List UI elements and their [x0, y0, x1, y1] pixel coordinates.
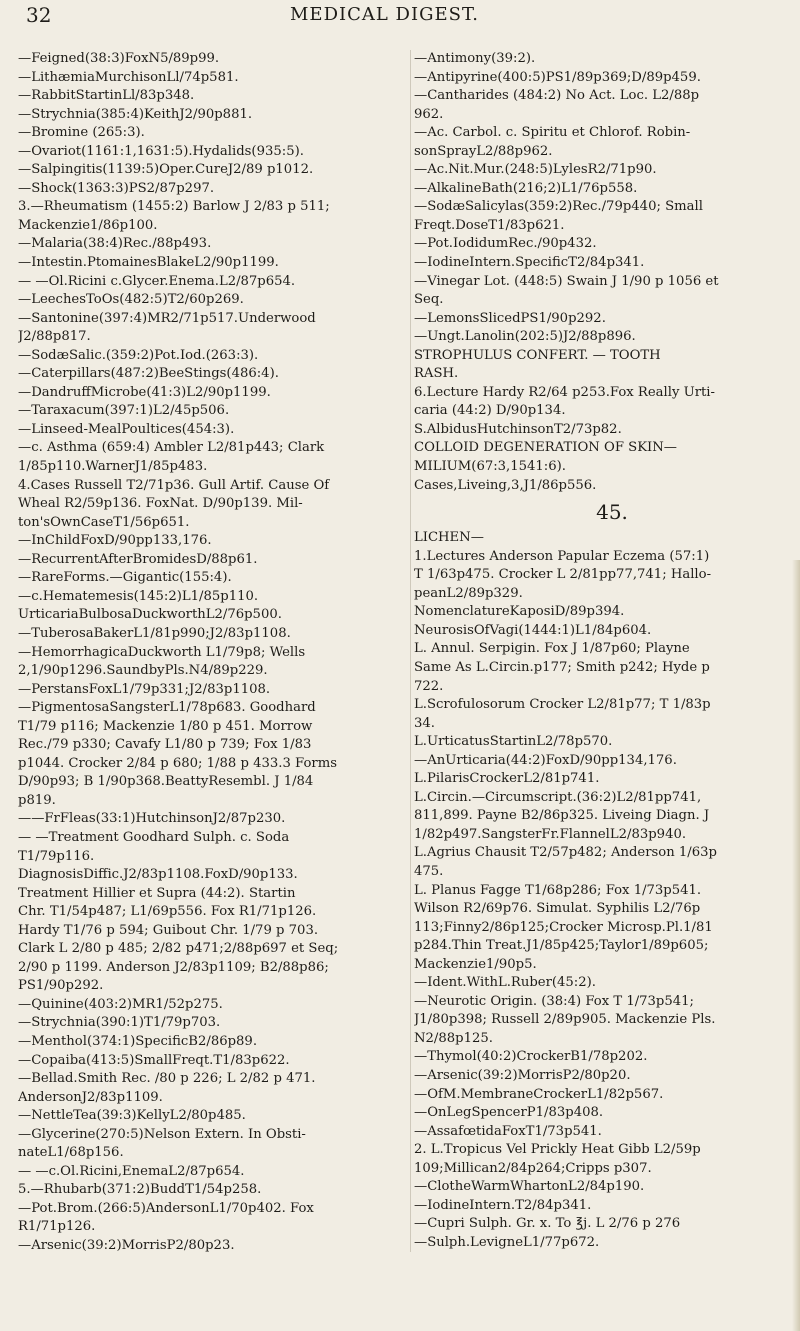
- text-line: —Salpingitis(1139:5)Oper.CureJ2/89 p1012.: [18, 162, 314, 178]
- text-line: —Menthol(374:1)SpecificB2/86p89.: [18, 1033, 258, 1049]
- text-line: 1/85p110.WarnerJ1/85p483.: [18, 459, 208, 475]
- text-line: —AssafœtidaFoxT1/73p541.: [414, 1123, 602, 1139]
- text-line: PS1/90p292.: [18, 978, 104, 994]
- text-line: —Cantharides (484:2) No Act. Loc. L2/88p: [414, 88, 700, 104]
- text-line: 811,899. Payne B2/86p325. Liveing Diagn. J: [414, 808, 710, 824]
- text-line: p1044. Crocker 2/84 p 680; 1/88 p 433.3 Forms: [18, 755, 337, 771]
- text-line: —LithæmiaMurchisonLl/74p581.: [18, 69, 239, 85]
- text-line: —Quinine(403:2)MR1/52p275.: [18, 996, 223, 1012]
- text-line: —RareForms.—Gigantic(155:4).: [18, 570, 232, 586]
- text-line: LICHEN—: [414, 530, 484, 546]
- text-line: —SodæSalicylas(359:2)Rec./79p440; Small: [414, 199, 703, 215]
- text-line: 113;Finny2/86p125;Crocker Microsp.Pl.1/81: [414, 919, 713, 935]
- section-number: 45.: [596, 500, 628, 525]
- text-line: —Taraxacum(397:1)L2/45p506.: [18, 403, 230, 419]
- text-line: Hardy T1/76 p 594; Guibout Chr. 1/79 p 703.: [18, 922, 319, 938]
- text-line: T1/79 p116; Mackenzie 1/80 p 451. Morrow: [18, 718, 313, 734]
- running-head: MEDICAL DIGEST.: [290, 4, 480, 25]
- text-line: —Pot.Brom.(266:5)AndersonL1/70p402. Fox: [18, 1200, 314, 1216]
- text-line: —Feigned(38:3)FoxN5/89p99.: [18, 51, 220, 66]
- text-line: —TuberosaBakerL1/81p990;J2/83p1108.: [18, 625, 291, 641]
- text-line: —Ungt.Lanolin(202:5)J2/88p896.: [414, 329, 636, 345]
- text-line: UrticariaBulbosaDuckworthL2/76p500.: [18, 607, 282, 623]
- text-line: —Pot.IodidumRec./90p432.: [414, 236, 597, 252]
- text-line: —c. Asthma (659:4) Ambler L2/81p443; Clark: [18, 440, 325, 456]
- text-line: N2/88p125.: [414, 1030, 493, 1046]
- text-line: 6.Lecture Hardy R2/64 p253.Fox Really Urti-: [414, 384, 715, 400]
- text-line: L.Agrius Chausit T2/57p482; Anderson 1/63p: [414, 845, 717, 861]
- text-line: —Arsenic(39:2)MorrisP2/80p23.: [18, 1238, 235, 1253]
- text-line: Freqt.DoseT1/83p621.: [414, 217, 565, 233]
- text-line: —Bromine (265:3).: [18, 125, 145, 141]
- text-line: NomenclatureKaposiD/89p394.: [414, 604, 625, 620]
- text-line: L.Circin.—Circumscript.(36:2)L2/81pp741,: [414, 789, 702, 805]
- text-line: —Ovariot(1161:1,1631:5).Hydalids(935:5).: [18, 143, 304, 159]
- text-line: —Malaria(38:4)Rec./88p493.: [18, 236, 212, 252]
- text-line: —AlkalineBath(216;2)L1/76p558.: [414, 180, 638, 196]
- text-line: 5.—Rhubarb(371:2)BuddT1/54p258.: [18, 1182, 262, 1198]
- text-line: —OfM.MembraneCrockerL1/82p567.: [414, 1086, 664, 1102]
- text-line: AndersonJ2/83p1109.: [18, 1089, 163, 1105]
- text-line: —Ident.WithL.Ruber(45:2).: [414, 975, 596, 991]
- text-line: 1.Lectures Anderson Papular Eczema (57:1): [414, 548, 710, 564]
- text-line: —Arsenic(39:2)MorrisP2/80p20.: [414, 1067, 631, 1083]
- right-column: [410, 50, 790, 1252]
- text-line: —HemorrhagicaDuckworth L1/79p8; Wells: [18, 644, 306, 660]
- text-line: 2,1/90p1296.SaundbyPls.N4/89p229.: [18, 663, 268, 679]
- left-column: [18, 50, 394, 1256]
- text-line: — —c.Ol.Ricini,EnemaL2/87p654.: [18, 1163, 245, 1179]
- text-line: 1/82p497.SangsterFr.FlannelL2/83p940.: [414, 826, 687, 842]
- text-line: —LeechesToOs(482:5)T2/60p269.: [18, 292, 244, 308]
- text-line: Treatment Hillier et Supra (44:2). Startin: [18, 885, 296, 901]
- text-line: —Vinegar Lot. (448:5) Swain J 1/90 p 1056 et: [414, 273, 719, 289]
- text-line: Same As L.Circin.p177; Smith p242; Hyde p: [414, 659, 710, 675]
- text-line: —PigmentosaSangsterL1/78p683. Goodhard: [18, 700, 316, 716]
- text-line: —DandruffMicrobe(41:3)L2/90p1199.: [18, 384, 271, 400]
- text-line: L. Annul. Serpigin. Fox J 1/87p60; Playne: [414, 641, 690, 657]
- text-line: caria (44:2) D/90p134.: [414, 403, 566, 419]
- text-line: L.Scrofulosorum Crocker L2/81p77; T 1/83p: [414, 697, 711, 713]
- text-line: p284.Thin Treat.J1/85p425;Taylor1/89p605;: [414, 938, 709, 954]
- text-line: sonSprayL2/88p962.: [414, 143, 553, 159]
- text-line: —Antipyrine(400:5)PS1/89p369;D/89p459.: [414, 69, 701, 85]
- text-line: ton'sOwnCaseT1/56p651.: [18, 514, 190, 530]
- text-line: L.UrticatusStartinL2/78p570.: [414, 734, 613, 750]
- text-line: —RabbitStartinLl/83p348.: [18, 88, 195, 104]
- text-line: —RecurrentAfterBromidesD/88p61.: [18, 551, 258, 567]
- text-line: 2. L.Tropicus Vel Prickly Heat Gibb L2/59p: [414, 1142, 701, 1158]
- page-edge-shadow: [792, 560, 800, 1331]
- text-line: —Cupri Sulph. Gr. x. To ℥j. L 2/76 p 276: [414, 1216, 681, 1232]
- text-line: —OnLegSpencerP1/83p408.: [414, 1105, 604, 1121]
- text-line: —SodæSalic.(359:2)Pot.Iod.(263:3).: [18, 347, 259, 363]
- text-line: —Glycerine(270:5)Nelson Extern. In Obsti-: [18, 1126, 306, 1142]
- text-line: —NettleTea(39:3)KellyL2/80p485.: [18, 1108, 246, 1124]
- text-line: 475.: [414, 863, 444, 879]
- text-line: T 1/63p475. Crocker L 2/81pp77,741; Hallo-: [414, 567, 712, 583]
- text-line: Rec./79 p330; Cavafy L1/80 p 739; Fox 1/83: [18, 737, 312, 753]
- text-line: —Sulph.LevigneL1/77p672.: [414, 1234, 600, 1250]
- text-line: —IodineIntern.T2/84p341.: [414, 1197, 592, 1213]
- text-line: S.AlbidusHutchinsonT2/73p82.: [414, 421, 622, 437]
- text-line: Mackenzie1/90p5.: [414, 956, 537, 972]
- text-line: —Neurotic Origin. (38:4) Fox T 1/73p541;: [414, 993, 694, 1009]
- text-line: —IodineIntern.SpecificT2/84p341.: [414, 255, 645, 271]
- text-line: —Antimony(39:2).: [414, 51, 536, 66]
- text-line: —Bellad.Smith Rec. /80 p 226; L 2/82 p 471.: [18, 1071, 316, 1087]
- text-line: ——FrFleas(33:1)HutchinsonJ2/87p230.: [18, 811, 286, 827]
- text-line: L. Planus Fagge T1/68p286; Fox 1/73p541.: [414, 882, 702, 898]
- text-line: 34.: [414, 715, 435, 731]
- text-line: —Strychnia(390:1)T1/79p703.: [18, 1015, 221, 1031]
- text-line: — —Treatment Goodhard Sulph. c. Soda: [18, 829, 290, 845]
- text-line: NeurosisOfVagi(1444:1)L1/84p604.: [414, 622, 652, 638]
- text-line: Chr. T1/54p487; L1/69p556. Fox R1/71p126.: [18, 904, 317, 920]
- text-line: —ClotheWarmWhartonL2/84p190.: [414, 1179, 645, 1195]
- text-line: —Linseed-MealPoultices(454:3).: [18, 421, 235, 437]
- text-line: RASH.: [414, 366, 459, 382]
- text-line: nateL1/68p156.: [18, 1145, 124, 1161]
- text-line: J1/80p398; Russell 2/89p905. Mackenzie Pls.: [414, 1012, 716, 1028]
- text-line: 722.: [414, 678, 444, 694]
- text-line: —Ac. Carbol. c. Spiritu et Chlorof. Robin-: [414, 125, 691, 141]
- text-line: —AnUrticaria(44:2)FoxD/90pp134,176.: [414, 752, 677, 768]
- text-line: —c.Hematemesis(145:2)L1/85p110.: [18, 588, 259, 604]
- text-line: Wilson R2/69p76. Simulat. Syphilis L2/76p: [414, 901, 701, 917]
- text-line: 962.: [414, 106, 444, 122]
- text-line: MILIUM(67:3,1541:6).: [414, 459, 566, 475]
- text-line: —InChildFoxD/90pp133,176.: [18, 533, 212, 549]
- text-line: —Strychnia(385:4)KeithJ2/90p881.: [18, 106, 253, 122]
- text-line: T1/79p116.: [18, 848, 95, 864]
- text-line: L.PilarisCrockerL2/81p741.: [414, 771, 600, 787]
- text-line: R1/71p126.: [18, 1219, 96, 1235]
- text-line: D/90p93; B 1/90p368.BeattyResembl. J 1/84: [18, 774, 314, 790]
- text-line: 109;Millican2/84p264;Cripps p307.: [414, 1160, 652, 1176]
- text-line: Cases,Liveing,3,J1/86p556.: [414, 477, 597, 493]
- text-line: — —Ol.Ricini c.Glycer.Enema.L2/87p654.: [18, 273, 296, 289]
- text-line: —Intestin.PtomainesBlakeL2/90p1199.: [18, 255, 279, 271]
- text-line: —Thymol(40:2)CrockerB1/78p202.: [414, 1049, 648, 1065]
- text-line: DiagnosisDiffic.J2/83p1108.FoxD/90p133.: [18, 867, 298, 883]
- text-line: 4.Cases Russell T2/71p36. Gull Artif. Cause Of: [18, 477, 330, 493]
- text-line: —PerstansFoxL1/79p331;J2/83p1108.: [18, 681, 271, 697]
- text-line: Mackenzie1/86p100.: [18, 217, 158, 233]
- text-line: p819.: [18, 792, 56, 808]
- text-line: Wheal R2/59p136. FoxNat. D/90p139. Mil-: [18, 496, 303, 512]
- text-line: —Copaiba(413:5)SmallFreqt.T1/83p622.: [18, 1052, 290, 1068]
- text-line: peanL2/89p329.: [414, 585, 523, 601]
- text-line: J2/88p817.: [18, 329, 91, 345]
- text-line: —Santonine(397:4)MR2/71p517.Underwood: [18, 310, 316, 326]
- text-line: STROPHULUS CONFERT. — TOOTH: [414, 347, 661, 363]
- text-line: Clark L 2/80 p 485; 2/82 p471;2/88p697 et Seq;: [18, 941, 339, 957]
- text-line: 3.—Rheumatism (1455:2) Barlow J 2/83 p 511;: [18, 199, 330, 215]
- text-line: 2/90 p 1199. Anderson J2/83p1109; B2/88p86;: [18, 959, 329, 975]
- text-line: COLLOID DEGENERATION OF SKIN—: [414, 440, 677, 456]
- text-line: Seq.: [414, 292, 444, 308]
- text-line: —LemonsSlicedPS1/90p292.: [414, 310, 606, 326]
- text-line: —Ac.Nit.Mur.(248:5)LylesR2/71p90.: [414, 162, 657, 178]
- page-number: 32: [26, 3, 52, 27]
- text-line: —Shock(1363:3)PS2/87p297.: [18, 180, 215, 196]
- text-line: —Caterpillars(487:2)BeeStings(486:4).: [18, 366, 279, 382]
